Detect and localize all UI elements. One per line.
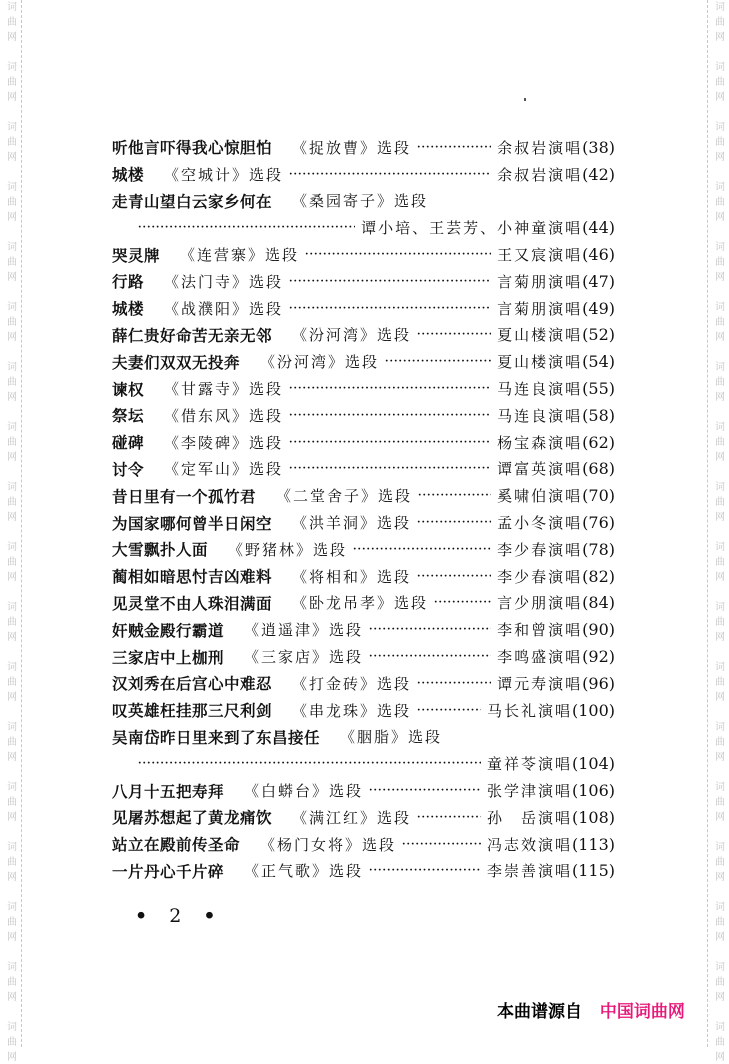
opera-title: 《甘露寺》选段 [164,380,284,399]
toc-entry[interactable] [112,268,615,295]
opera-title: 《李陵碑》选段 [164,433,284,452]
dot-leader [402,839,481,850]
dot-leader [353,544,491,555]
toc-entry[interactable] [112,831,615,858]
opera-title: 《汾河湾》选段 [292,326,412,345]
watermark-glyph: 网 [715,932,725,943]
toc-entry[interactable] [112,563,615,590]
dot-leader [289,276,491,287]
watermark-glyph: 网 [7,692,17,703]
page-reference: (96) [582,673,615,693]
opera-title: 《满江红》选段 [292,808,412,827]
aria-title: 行路 [112,273,145,292]
watermark-glyph: 曲 [715,617,725,628]
watermark-glyph: 曲 [7,737,17,748]
toc-entry[interactable] [112,643,615,670]
aria-title: 听他言吓得我心惊胆怕 [112,139,273,158]
dot-leader [385,356,491,367]
toc-entry[interactable] [112,509,615,536]
watermark-column-right [712,0,728,1063]
page-reference: (78) [582,539,615,559]
watermark-glyph: 词 [715,482,725,493]
watermark-glyph: 曲 [715,437,725,448]
aria-title: 哭灵牌 [112,246,161,265]
aria-title: 汉刘秀在后宫心中难忍 [112,675,273,694]
watermark-divider-left [21,0,22,1047]
watermark-glyph: 词 [715,542,725,553]
watermark-glyph: 曲 [715,77,725,88]
performer: 余叔岩演唱 [497,138,583,157]
performer: 言菊朋演唱 [497,272,583,291]
opera-title: 《桑园寄子》选段 [292,192,429,211]
aria-title: 见屠苏想起了黄龙痛饮 [112,809,273,828]
watermark-glyph: 曲 [7,437,17,448]
performer: 余叔岩演唱 [497,165,583,184]
aria-title: 祭坛 [112,407,145,426]
dot-leader [138,758,481,769]
performer: 谭小培、王芸芳、小神童演唱 [361,219,583,238]
page-reference: (113) [571,834,615,854]
page-reference: (46) [582,245,615,265]
toc-entry[interactable] [112,616,615,643]
aria-title: 八月十五把寿拜 [112,782,225,801]
performer: 童祥苓演唱 [486,755,572,774]
watermark-glyph: 网 [7,932,17,943]
page-number-dot-right: • [203,905,224,927]
watermark-glyph: 网 [715,152,725,163]
watermark-glyph: 网 [7,332,17,343]
opera-title: 《白蟒台》选段 [244,782,364,801]
watermark-glyph: 曲 [7,557,17,568]
page-reference: (52) [582,325,615,345]
opera-title: 《逍遥津》选段 [244,621,364,640]
page-reference: (47) [582,271,615,291]
watermark-glyph: 网 [715,752,725,763]
page-reference: (70) [582,486,615,506]
performer: 李少春演唱 [497,567,583,586]
opera-title: 《胭脂》选段 [340,728,443,747]
dot-leader [417,329,491,340]
watermark-divider-right [707,0,708,1047]
source-site-link[interactable]: 中国词曲网 [599,1002,685,1022]
page-reference: (68) [582,459,615,479]
watermark-glyph: 曲 [715,797,725,808]
watermark-glyph: 曲 [7,917,17,928]
toc-entry[interactable] [112,188,615,215]
watermark-glyph: 词 [715,182,725,193]
watermark-glyph: 词 [7,602,17,613]
opera-title: 《洪羊洞》选段 [292,514,412,533]
watermark-glyph: 曲 [7,797,17,808]
watermark-glyph: 曲 [7,497,17,508]
toc-entry[interactable] [112,241,615,268]
watermark-glyph: 曲 [7,257,17,268]
watermark-glyph: 曲 [715,257,725,268]
aria-title: 谏权 [112,380,145,399]
watermark-glyph: 网 [7,752,17,763]
aria-title: 讨令 [112,460,145,479]
aria-title: 城楼 [112,300,145,319]
watermark-glyph: 词 [7,722,17,733]
opera-title: 《法门寺》选段 [164,272,284,291]
watermark-glyph: 网 [715,632,725,643]
dot-leader [138,222,355,233]
dot-leader [434,597,491,608]
watermark-glyph: 曲 [715,137,725,148]
watermark-glyph: 曲 [7,317,17,328]
dot-leader [289,437,491,448]
watermark-glyph: 曲 [715,317,725,328]
aria-title: 大雪飘扑人面 [112,541,209,560]
performer: 冯志效演唱 [486,835,572,854]
performer: 李崇善演唱 [486,862,572,881]
toc-entry[interactable] [112,777,615,804]
aria-title: 蔺相如暗思忖吉凶难料 [112,568,273,587]
watermark-glyph: 曲 [715,1037,725,1048]
aria-title: 薛仁贵好命苦无亲无邻 [112,326,273,345]
watermark-glyph: 词 [715,362,725,373]
watermark-glyph: 网 [7,992,17,1003]
watermark-glyph: 网 [715,452,725,463]
opera-title: 《野猪林》选段 [228,540,348,559]
dot-leader [289,410,491,421]
page-reference: (100) [571,700,615,720]
performer: 马长礼演唱 [486,701,572,720]
page-reference: (82) [582,566,615,586]
page-reference: (38) [582,137,615,157]
watermark-glyph: 网 [715,212,725,223]
dot-leader [289,463,491,474]
watermark-glyph: 词 [715,842,725,853]
toc-entry[interactable] [112,402,615,429]
opera-title: 《汾河湾》选段 [260,353,380,372]
watermark-glyph: 词 [7,662,17,673]
toc-entry[interactable] [112,161,615,188]
page-reference: (115) [571,861,615,881]
opera-title: 《串龙珠》选段 [292,701,412,720]
watermark-glyph: 曲 [715,197,725,208]
watermark-glyph: 词 [7,1022,17,1033]
page-reference: (54) [582,352,615,372]
watermark-glyph: 曲 [715,557,725,568]
aria-title: 三家店中上枷刑 [112,648,225,667]
source-label: 本曲谱源自 [497,1002,582,1022]
performer: 孟小冬演唱 [497,514,583,533]
dot-leader [369,865,481,876]
performer: 王又宸演唱 [497,246,583,265]
watermark-glyph: 曲 [715,677,725,688]
aria-title: 夫妻们双双无投奔 [112,353,241,372]
aria-title: 叹英雄枉挂那三尺利剑 [112,702,273,721]
scan-speck [524,98,526,101]
opera-title: 《卧龙吊孝》选段 [292,594,429,613]
watermark-glyph: 网 [7,1052,17,1063]
opera-title: 《正气歌》选段 [244,862,364,881]
watermark-glyph: 词 [715,662,725,673]
watermark-glyph: 网 [715,332,725,343]
toc-entry[interactable] [112,858,615,885]
watermark-glyph: 网 [7,392,17,403]
opera-title: 《捉放曹》选段 [292,138,412,157]
toc-entry[interactable] [112,375,615,402]
aria-title: 站立在殿前传圣命 [112,836,241,855]
watermark-glyph: 词 [7,242,17,253]
watermark-glyph: 网 [7,32,17,43]
aria-title: 碰碑 [112,434,145,453]
watermark-glyph: 曲 [715,497,725,508]
toc-entry[interactable] [112,670,615,697]
watermark-glyph: 词 [7,542,17,553]
performer: 李鸣盛演唱 [497,648,583,667]
opera-title: 《定军山》选段 [164,460,284,479]
toc-entry[interactable] [112,322,615,349]
page-reference: (92) [582,647,615,667]
watermark-glyph: 词 [715,2,725,13]
watermark-glyph: 网 [7,212,17,223]
toc-entry[interactable] [112,590,615,617]
watermark-glyph: 网 [715,812,725,823]
watermark-glyph: 网 [7,152,17,163]
toc-entry[interactable] [112,536,615,563]
toc-entry[interactable] [112,214,615,241]
performer: 李和曾演唱 [497,621,583,640]
performer: 孙 岳演唱 [486,808,572,827]
dot-leader [417,812,481,823]
opera-title: 《借东风》选段 [164,406,284,425]
page-reference: (84) [582,593,615,613]
dot-leader [289,383,491,394]
watermark-glyph: 词 [715,122,725,133]
performer: 杨宝森演唱 [497,433,583,452]
dot-leader [417,571,491,582]
watermark-glyph: 词 [7,842,17,853]
page-number [135,905,224,927]
watermark-glyph: 曲 [7,17,17,28]
watermark-column-left [4,0,20,1063]
watermark-glyph: 网 [715,872,725,883]
watermark-glyph: 网 [715,692,725,703]
watermark-glyph: 网 [715,572,725,583]
watermark-glyph: 曲 [7,77,17,88]
performer: 马连良演唱 [497,380,583,399]
performer: 李少春演唱 [497,540,583,559]
watermark-glyph: 网 [715,1052,725,1063]
watermark-glyph: 曲 [7,377,17,388]
performer: 夏山楼演唱 [497,353,583,372]
aria-title: 为国家哪何曾半日闲空 [112,514,273,533]
page-reference: (55) [582,379,615,399]
watermark-glyph: 曲 [7,197,17,208]
opera-title: 《空城计》选段 [164,165,284,184]
dot-leader [417,517,491,528]
watermark-glyph: 网 [7,572,17,583]
toc-entry[interactable] [112,295,615,322]
watermark-glyph: 曲 [7,137,17,148]
aria-title: 城楼 [112,166,145,185]
performer: 夏山楼演唱 [497,326,583,345]
opera-title: 《打金砖》选段 [292,674,412,693]
page-number-value: 2 [169,905,190,927]
page-reference: (108) [571,807,615,827]
watermark-glyph: 网 [7,512,17,523]
watermark-glyph: 词 [7,182,17,193]
watermark-glyph: 网 [7,452,17,463]
watermark-glyph: 网 [715,512,725,523]
watermark-glyph: 网 [7,872,17,883]
watermark-glyph: 词 [7,62,17,73]
watermark-glyph: 词 [715,422,725,433]
watermark-glyph: 曲 [715,737,725,748]
dot-leader [418,490,491,501]
dot-leader [289,169,491,180]
opera-title: 《连营寨》选段 [180,246,300,265]
watermark-glyph: 网 [7,272,17,283]
watermark-glyph: 曲 [715,17,725,28]
watermark-glyph: 词 [715,602,725,613]
watermark-glyph: 词 [7,422,17,433]
toc-entry[interactable] [112,750,615,777]
aria-title: 一片丹心千片碎 [112,862,225,881]
watermark-glyph: 词 [715,962,725,973]
watermark-glyph: 曲 [7,617,17,628]
watermark-glyph: 网 [715,32,725,43]
watermark-glyph: 词 [7,482,17,493]
toc-entry[interactable] [112,724,615,751]
watermark-glyph: 词 [7,2,17,13]
toc-entry[interactable] [112,456,615,483]
watermark-glyph: 曲 [7,857,17,868]
watermark-glyph: 词 [715,902,725,913]
dot-leader [369,651,491,662]
watermark-glyph: 词 [715,242,725,253]
aria-title: 见灵堂不由人珠泪满面 [112,594,273,613]
watermark-glyph: 曲 [715,377,725,388]
toc-entry[interactable] [112,482,615,509]
watermark-glyph: 网 [715,92,725,103]
watermark-glyph: 词 [7,962,17,973]
watermark-glyph: 词 [7,362,17,373]
watermark-glyph: 曲 [7,677,17,688]
watermark-glyph: 词 [715,302,725,313]
watermark-glyph: 词 [715,62,725,73]
toc-entry[interactable] [112,697,615,724]
page-reference: (44) [582,218,615,238]
toc-entry[interactable] [112,429,615,456]
toc-entry[interactable] [112,804,615,831]
dot-leader [369,785,481,796]
page-reference: (76) [582,513,615,533]
performer: 谭元寿演唱 [497,674,583,693]
dot-leader [417,678,491,689]
watermark-glyph: 网 [7,632,17,643]
performer: 谭富英演唱 [497,460,583,479]
opera-title: 《三家店》选段 [244,648,364,667]
aria-title: 走青山望白云家乡何在 [112,192,273,211]
toc-entry[interactable] [112,134,615,161]
performer: 马连良演唱 [497,406,583,425]
toc-entry[interactable] [112,348,615,375]
watermark-glyph: 词 [715,782,725,793]
page-reference: (58) [582,405,615,425]
performer: 张学津演唱 [486,782,572,801]
source-credit [497,997,685,1022]
watermark-glyph: 词 [7,902,17,913]
page-number-dot-left: • [135,905,156,927]
watermark-glyph: 曲 [715,977,725,988]
watermark-glyph: 曲 [715,917,725,928]
watermark-glyph: 网 [715,992,725,1003]
watermark-glyph: 词 [7,122,17,133]
watermark-glyph: 网 [7,92,17,103]
dot-leader [417,142,491,153]
performer: 言菊朋演唱 [497,299,583,318]
watermark-glyph: 网 [715,392,725,403]
dot-leader [289,303,491,314]
opera-title: 《二堂舍子》选段 [276,487,413,506]
performer: 言少朋演唱 [497,594,583,613]
dot-leader [305,249,491,260]
page-reference: (62) [582,432,615,452]
watermark-glyph: 网 [715,272,725,283]
watermark-glyph: 词 [715,722,725,733]
watermark-glyph: 词 [7,782,17,793]
page-reference: (106) [571,781,615,801]
dot-leader [417,705,481,716]
opera-title: 《战濮阳》选段 [164,299,284,318]
opera-title: 《杨门女将》选段 [260,835,397,854]
performer: 奚啸伯演唱 [497,487,583,506]
page-reference: (42) [582,164,615,184]
dot-leader [369,624,491,635]
aria-title: 昔日里有一个孤竹君 [112,487,257,506]
watermark-glyph: 曲 [7,1037,17,1048]
aria-title: 吴南岱昨日里来到了东昌接任 [112,728,321,747]
watermark-glyph: 曲 [715,857,725,868]
aria-title: 奸贼金殿行霸道 [112,621,225,640]
opera-title: 《将相和》选段 [292,567,412,586]
table-of-contents [112,134,615,884]
watermark-glyph: 曲 [7,977,17,988]
page-reference: (90) [582,620,615,640]
page-reference: (49) [582,298,615,318]
watermark-glyph: 词 [715,1022,725,1033]
watermark-glyph: 词 [7,302,17,313]
page-reference: (104) [571,754,615,774]
watermark-glyph: 网 [7,812,17,823]
